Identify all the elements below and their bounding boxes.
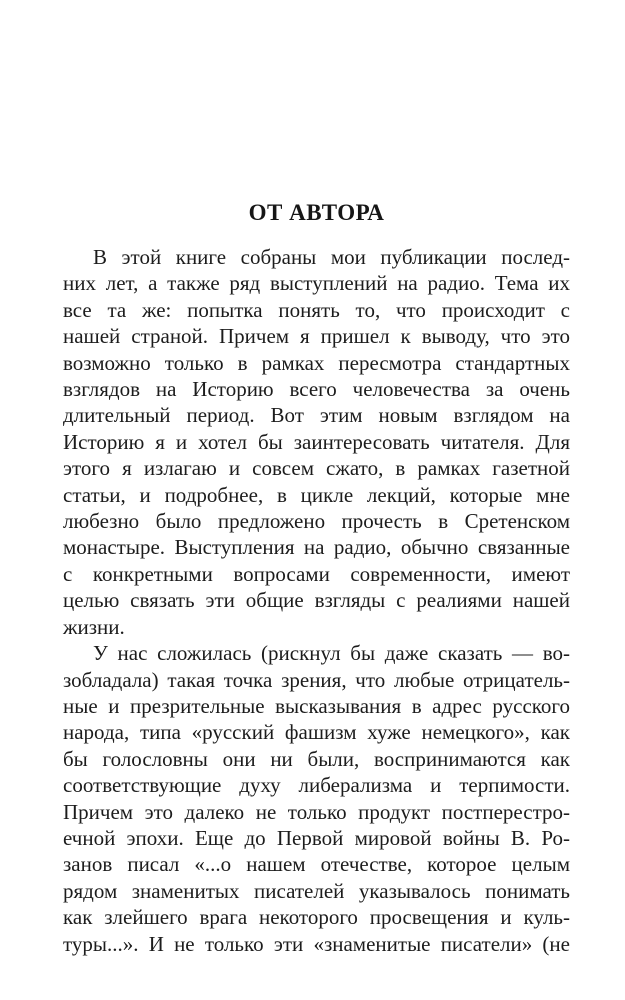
text-line: любезно было предложено прочесть в Сретенском [63,509,570,534]
text-line: монастыре. Выступления на радио, обычно связанные [63,535,570,560]
text-line: соответствующие духу либерализма и терпимости. [63,773,570,798]
text-line: этого я излагаю и совсем сжато, в рамках газетной [63,456,570,481]
text-line: с конкретными вопросами современности, имеют [63,561,570,586]
text-block [63,200,570,957]
text-line: нашей страной. Причем я пришел к выводу, что это [63,324,570,349]
text-line: занов писал «...о нашем отечестве, которое целым [63,852,570,877]
text-line: туры...». И не только эти «знаменитые писатели» (не [63,931,570,956]
text-line: народа, типа «русский фашизм хуже немецкого», как [63,720,570,745]
text-line: зобладала) такая точка зрения, что любые отрицатель- [63,667,570,692]
text-line: Причем это далеко не только продукт постперестро- [63,799,570,824]
text-line: возможно только в рамках пересмотра стандартных [63,350,570,375]
text-line: как злейшего врага некоторого просвещения и куль- [63,905,570,930]
text-line: них лет, а также ряд выступлений на радио. Тема их [63,271,570,296]
text-line: рядом знаменитых писателей указывалось понимать [63,878,570,903]
text-line: бы голословны они ни были, воспринимаются как [63,746,570,771]
text-line: жизни. [63,614,125,639]
text-line: У нас сложилась (рискнул бы даже сказать — во- [93,641,570,666]
text-line: целью связать эти общие взгляды с реалиями нашей [63,588,570,613]
chapter-heading: ОТ АВТОРА [248,200,385,225]
text-line: статьи, и подробнее, в цикле лекций, которые мне [63,482,570,507]
text-line: взглядов на Историю всего человечества за очень [63,377,570,402]
text-line: ечной эпохи. Еще до Первой мировой войны В. Ро- [63,825,570,850]
text-line: все та же: попытка понять то, что происходит с [63,297,570,322]
text-line: В этой книге собраны мои публикации послед- [93,245,570,269]
text-line: длительный период. Вот этим новым взглядом на [63,403,570,428]
text-line: Историю я и хотел бы заинтересовать читателя. Для [63,429,570,454]
body-text [63,244,570,957]
text-line: ные и презрительные высказывания в адрес русского [63,693,570,718]
